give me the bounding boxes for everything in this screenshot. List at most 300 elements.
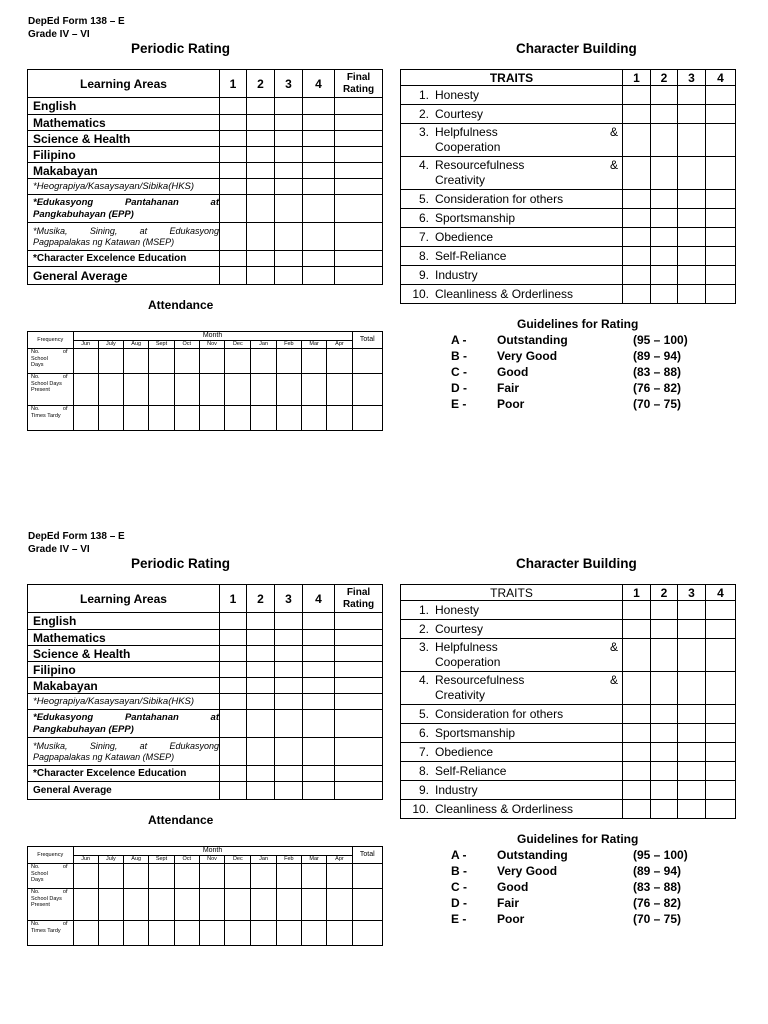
grade-cell[interactable]	[303, 630, 335, 646]
attendance-cell[interactable]	[124, 864, 149, 889]
attendance-cell[interactable]	[174, 374, 199, 406]
grade-cell[interactable]	[220, 678, 247, 694]
attendance-cell[interactable]	[276, 406, 301, 431]
grade-cell[interactable]	[275, 131, 303, 147]
grade-cell[interactable]	[275, 251, 303, 267]
grade-cell[interactable]	[220, 766, 247, 782]
trait-rating-cell[interactable]	[651, 228, 678, 247]
trait-rating-cell[interactable]	[678, 800, 706, 819]
trait-rating-cell[interactable]	[623, 781, 651, 800]
trait-rating-cell[interactable]	[623, 124, 651, 157]
attendance-cell[interactable]	[73, 889, 98, 921]
attendance-cell[interactable]	[124, 349, 149, 374]
trait-row	[401, 639, 736, 672]
trait-rating-cell[interactable]	[678, 672, 706, 705]
grade-cell[interactable]	[247, 147, 275, 163]
attendance-cell[interactable]	[98, 406, 123, 431]
attendance-table	[27, 846, 383, 946]
trait-rating-cell[interactable]	[651, 724, 678, 743]
grade-cell[interactable]	[335, 147, 383, 163]
grade-cell[interactable]	[303, 738, 335, 766]
trait-rating-cell[interactable]	[651, 247, 678, 266]
attendance-cell[interactable]	[199, 374, 224, 406]
trait-rating-cell[interactable]	[651, 743, 678, 762]
trait-rating-cell[interactable]	[706, 639, 736, 672]
attendance-cell[interactable]	[73, 864, 98, 889]
trait-rating-cell[interactable]	[678, 190, 706, 209]
grade-cell[interactable]	[220, 115, 247, 131]
trait-rating-cell[interactable]	[651, 124, 678, 157]
trait-rating-cell[interactable]	[623, 620, 651, 639]
trait-rating-cell[interactable]	[651, 86, 678, 105]
attendance-cell[interactable]	[225, 864, 251, 889]
grade-cell[interactable]	[220, 267, 247, 285]
trait-rating-cell[interactable]	[623, 105, 651, 124]
trait-row	[401, 266, 736, 285]
attendance-row	[28, 374, 383, 406]
trait-rating-cell[interactable]	[623, 724, 651, 743]
guideline-range: (83 – 88)	[633, 880, 682, 894]
subject-row	[28, 131, 383, 147]
attendance-cell[interactable]	[174, 864, 199, 889]
grade-cell[interactable]	[303, 766, 335, 782]
trait-rating-cell[interactable]	[651, 762, 678, 781]
trait-rating-cell[interactable]	[623, 247, 651, 266]
attendance-cell[interactable]	[302, 406, 327, 431]
trait-rating-cell[interactable]	[678, 285, 706, 304]
subject-row	[28, 195, 383, 223]
attendance-cell[interactable]	[251, 921, 276, 946]
times-tardy-label: No. of Times Tardy	[28, 406, 74, 431]
trait-rating-cell[interactable]	[678, 705, 706, 724]
grade-cell[interactable]	[220, 223, 247, 251]
grade-cell[interactable]	[303, 251, 335, 267]
grade-cell[interactable]	[303, 782, 335, 800]
grade-cell[interactable]	[275, 710, 303, 738]
trait-row	[401, 762, 736, 781]
attendance-cell[interactable]	[73, 349, 98, 374]
grade-cell[interactable]	[220, 179, 247, 195]
subject-msep: *Musika, Sining, at Edukasyong Pagpapalakas ng Katawan (MSEP)	[28, 738, 220, 766]
grade-cell[interactable]	[335, 646, 383, 662]
trait-rating-cell[interactable]	[706, 190, 736, 209]
attendance-cell[interactable]	[352, 921, 382, 946]
grade-cell[interactable]	[247, 179, 275, 195]
trait-rating-cell[interactable]	[623, 705, 651, 724]
grade-cell[interactable]	[247, 251, 275, 267]
trait-label-t1	[401, 601, 623, 620]
grade-cell[interactable]	[303, 115, 335, 131]
attendance-cell[interactable]	[276, 864, 301, 889]
grade-cell[interactable]	[335, 613, 383, 630]
grade-cell[interactable]	[335, 163, 383, 179]
attendance-cell[interactable]	[276, 374, 301, 406]
attendance-cell[interactable]	[327, 406, 352, 431]
attendance-cell[interactable]	[276, 889, 301, 921]
grade-cell[interactable]	[220, 630, 247, 646]
trait-q1-header: 1	[623, 585, 651, 601]
grade-cell[interactable]	[247, 267, 275, 285]
attendance-cell[interactable]	[98, 921, 123, 946]
trait-rating-cell[interactable]	[623, 209, 651, 228]
grade-cell[interactable]	[335, 662, 383, 678]
subject-row	[28, 646, 383, 662]
attendance-title: Attendance	[148, 298, 214, 312]
grade-cell[interactable]	[303, 694, 335, 710]
grade-cell[interactable]	[220, 163, 247, 179]
attendance-cell[interactable]	[352, 889, 382, 921]
attendance-cell[interactable]	[199, 921, 224, 946]
grade-cell[interactable]	[335, 179, 383, 195]
attendance-cell[interactable]	[276, 921, 301, 946]
grade-cell[interactable]	[275, 147, 303, 163]
trait-rating-cell[interactable]	[678, 743, 706, 762]
attendance-cell[interactable]	[251, 406, 276, 431]
grade-cell[interactable]	[220, 147, 247, 163]
trait-number: 3.	[418, 125, 429, 139]
attendance-cell[interactable]	[73, 921, 98, 946]
trait-rating-cell[interactable]	[623, 800, 651, 819]
grade-cell[interactable]	[275, 163, 303, 179]
trait-rating-cell[interactable]	[623, 743, 651, 762]
grade-cell[interactable]	[275, 646, 303, 662]
trait-rating-cell[interactable]	[623, 601, 651, 620]
grade-cell[interactable]	[275, 267, 303, 285]
attendance-cell[interactable]	[149, 864, 174, 889]
grade-cell[interactable]	[275, 694, 303, 710]
grade-cell[interactable]	[303, 710, 335, 738]
grade-cell[interactable]	[247, 782, 275, 800]
attendance-cell[interactable]	[149, 374, 174, 406]
grade-cell[interactable]	[220, 738, 247, 766]
trait-rating-cell[interactable]	[651, 105, 678, 124]
grade-cell[interactable]	[335, 267, 383, 285]
attendance-cell[interactable]	[174, 921, 199, 946]
attendance-cell[interactable]	[124, 889, 149, 921]
grade-cell[interactable]	[247, 163, 275, 179]
grade-cell[interactable]	[275, 630, 303, 646]
q2-header: 2	[247, 70, 275, 98]
trait-label-t8	[401, 762, 623, 781]
trait-row	[401, 285, 736, 304]
grade-cell[interactable]	[275, 98, 303, 115]
trait-rating-cell[interactable]	[651, 601, 678, 620]
trait-rating-cell[interactable]	[706, 228, 736, 247]
grade-cell[interactable]	[335, 694, 383, 710]
attendance-cell[interactable]	[124, 374, 149, 406]
attendance-cell[interactable]	[251, 889, 276, 921]
trait-rating-cell[interactable]	[678, 228, 706, 247]
trait-rating-cell[interactable]	[678, 781, 706, 800]
grade-cell[interactable]	[275, 766, 303, 782]
grade-cell[interactable]	[275, 782, 303, 800]
trait-rating-cell[interactable]	[623, 285, 651, 304]
trait-rating-cell[interactable]	[706, 800, 736, 819]
attendance-cell[interactable]	[199, 406, 224, 431]
trait-number: 9.	[418, 267, 429, 282]
trait-rating-cell[interactable]	[678, 247, 706, 266]
trait-rating-cell[interactable]	[706, 620, 736, 639]
attendance-cell[interactable]	[199, 889, 224, 921]
attendance-cell[interactable]	[98, 349, 123, 374]
trait-row	[401, 705, 736, 724]
attendance-cell[interactable]	[302, 374, 327, 406]
attendance-cell[interactable]	[98, 374, 123, 406]
grade-cell[interactable]	[335, 115, 383, 131]
attendance-cell[interactable]	[149, 406, 174, 431]
grade-cell[interactable]	[220, 251, 247, 267]
grade-cell[interactable]	[220, 694, 247, 710]
attendance-cell[interactable]	[98, 864, 123, 889]
attendance-cell[interactable]	[225, 406, 251, 431]
grade-cell[interactable]	[335, 195, 383, 223]
grade-cell[interactable]	[247, 115, 275, 131]
grade-cell[interactable]	[247, 710, 275, 738]
attendance-cell[interactable]	[225, 889, 251, 921]
trait-name: Helpfulness	[435, 640, 498, 654]
attendance-cell[interactable]	[276, 349, 301, 374]
attendance-cell[interactable]	[302, 921, 327, 946]
grade-cell[interactable]	[303, 223, 335, 251]
grade-cell[interactable]	[303, 613, 335, 630]
trait-rating-cell[interactable]	[706, 86, 736, 105]
trait-rating-cell[interactable]	[651, 285, 678, 304]
guideline-row	[451, 879, 711, 895]
trait-rating-cell[interactable]	[678, 724, 706, 743]
attendance-cell[interactable]	[174, 349, 199, 374]
grade-cell[interactable]	[275, 195, 303, 223]
grade-cell[interactable]	[303, 98, 335, 115]
subject-english: English	[28, 98, 220, 115]
grade-cell[interactable]	[220, 195, 247, 223]
grade-cell[interactable]	[303, 179, 335, 195]
trait-rating-cell[interactable]	[706, 601, 736, 620]
trait-name: Obedience	[435, 744, 494, 759]
trait-label-t10	[401, 285, 623, 304]
trait-rating-cell[interactable]	[651, 705, 678, 724]
attendance-cell[interactable]	[327, 864, 352, 889]
grade-cell[interactable]	[247, 630, 275, 646]
attendance-cell[interactable]	[174, 406, 199, 431]
trait-rating-cell[interactable]	[651, 157, 678, 190]
trait-rating-cell[interactable]	[706, 705, 736, 724]
grade-cell[interactable]	[335, 223, 383, 251]
grade-cell[interactable]	[335, 782, 383, 800]
trait-rating-cell[interactable]	[706, 209, 736, 228]
attendance-cell[interactable]	[174, 889, 199, 921]
trait-rating-cell[interactable]	[706, 157, 736, 190]
trait-ampersand: &	[609, 673, 618, 687]
grade-cell[interactable]	[220, 98, 247, 115]
grade-cell[interactable]	[220, 646, 247, 662]
grade-cell[interactable]	[303, 147, 335, 163]
trait-label-t9	[401, 781, 623, 800]
trait-rating-cell[interactable]	[678, 762, 706, 781]
trait-rating-cell[interactable]	[623, 672, 651, 705]
grade-cell[interactable]	[247, 223, 275, 251]
attendance-cell[interactable]	[124, 921, 149, 946]
trait-rating-cell[interactable]	[678, 105, 706, 124]
trait-rating-cell[interactable]	[651, 620, 678, 639]
trait-rating-cell[interactable]	[706, 105, 736, 124]
grade-cell[interactable]	[275, 678, 303, 694]
periodic-rating-title: Periodic Rating	[131, 41, 231, 56]
grade-cell[interactable]	[220, 710, 247, 738]
trait-rating-cell[interactable]	[623, 639, 651, 672]
attendance-cell[interactable]	[225, 349, 251, 374]
grade-cell[interactable]	[303, 131, 335, 147]
grade-cell[interactable]	[335, 710, 383, 738]
attendance-cell[interactable]	[352, 864, 382, 889]
attendance-cell[interactable]	[73, 406, 98, 431]
subject-row	[28, 710, 383, 738]
trait-rating-cell[interactable]	[651, 209, 678, 228]
attendance-cell[interactable]	[251, 374, 276, 406]
trait-rating-cell[interactable]	[706, 724, 736, 743]
grade-cell[interactable]	[275, 115, 303, 131]
guideline-letter: A -	[451, 333, 467, 347]
grade-cell[interactable]	[335, 766, 383, 782]
attendance-cell[interactable]	[251, 864, 276, 889]
grade-cell[interactable]	[220, 131, 247, 147]
grade-cell[interactable]	[247, 766, 275, 782]
grade-cell[interactable]	[335, 131, 383, 147]
attendance-cell[interactable]	[251, 349, 276, 374]
trait-rating-cell[interactable]	[678, 601, 706, 620]
periodic-rating-title: Periodic Rating	[131, 556, 231, 571]
grade-cell[interactable]	[247, 646, 275, 662]
subject-row	[28, 251, 383, 267]
attendance-row	[28, 349, 383, 374]
total-header: Total	[352, 847, 382, 864]
trait-rating-cell[interactable]	[678, 639, 706, 672]
attendance-cell[interactable]	[149, 889, 174, 921]
trait-rating-cell[interactable]	[706, 285, 736, 304]
attendance-cell[interactable]	[225, 374, 251, 406]
grade-cell[interactable]	[303, 646, 335, 662]
attendance-cell[interactable]	[302, 889, 327, 921]
trait-rating-cell[interactable]	[706, 266, 736, 285]
grade-cell[interactable]	[247, 131, 275, 147]
trait-rating-cell[interactable]	[651, 190, 678, 209]
q3-header: 3	[275, 585, 303, 613]
trait-rating-cell[interactable]	[678, 620, 706, 639]
grade-cell[interactable]	[303, 195, 335, 223]
attendance-cell[interactable]	[327, 349, 352, 374]
grade-cell[interactable]	[220, 662, 247, 678]
attendance-cell[interactable]	[199, 349, 224, 374]
guideline-letter: C -	[451, 880, 467, 894]
attendance-cell[interactable]	[352, 349, 382, 374]
grade-cell[interactable]	[335, 738, 383, 766]
month-5: Oct	[174, 856, 199, 864]
trait-rating-cell[interactable]	[623, 157, 651, 190]
guideline-range: (70 – 75)	[633, 912, 682, 926]
trait-label-t7	[401, 228, 623, 247]
trait-rating-cell[interactable]	[623, 86, 651, 105]
trait-name-2: Creativity	[435, 688, 486, 702]
grade-cell[interactable]	[303, 662, 335, 678]
grade-cell[interactable]	[335, 630, 383, 646]
trait-rating-cell[interactable]	[706, 743, 736, 762]
trait-rating-cell[interactable]	[678, 124, 706, 157]
trait-rating-cell[interactable]	[651, 800, 678, 819]
attendance-cell[interactable]	[327, 921, 352, 946]
grade-cell[interactable]	[275, 662, 303, 678]
grade-cell[interactable]	[335, 98, 383, 115]
grade-cell[interactable]	[275, 613, 303, 630]
attendance-cell[interactable]	[352, 374, 382, 406]
grade-cell[interactable]	[247, 662, 275, 678]
attendance-cell[interactable]	[73, 374, 98, 406]
trait-number: 2.	[418, 106, 429, 121]
grade-cell[interactable]	[275, 738, 303, 766]
attendance-cell[interactable]	[199, 864, 224, 889]
attendance-cell[interactable]	[149, 921, 174, 946]
q2-header: 2	[247, 585, 275, 613]
guideline-letter: D -	[451, 896, 467, 910]
month-2: July	[98, 856, 123, 864]
subject-row	[28, 223, 383, 251]
trait-rating-cell[interactable]	[706, 762, 736, 781]
trait-rating-cell[interactable]	[651, 639, 678, 672]
trait-rating-cell[interactable]	[623, 190, 651, 209]
trait-rating-cell[interactable]	[706, 672, 736, 705]
grade-cell[interactable]	[220, 613, 247, 630]
grade-cell[interactable]	[247, 98, 275, 115]
attendance-cell[interactable]	[327, 374, 352, 406]
grade-cell[interactable]	[247, 195, 275, 223]
attendance-cell[interactable]	[149, 349, 174, 374]
trait-rating-cell[interactable]	[706, 781, 736, 800]
grade-cell[interactable]	[303, 163, 335, 179]
trait-rating-cell[interactable]	[651, 781, 678, 800]
trait-rating-cell[interactable]	[651, 266, 678, 285]
attendance-cell[interactable]	[302, 349, 327, 374]
trait-name: Self-Reliance	[435, 248, 507, 263]
grade-cell[interactable]	[220, 782, 247, 800]
grade-cell[interactable]	[247, 694, 275, 710]
trait-rating-cell[interactable]	[651, 672, 678, 705]
trait-rating-cell[interactable]	[623, 762, 651, 781]
trait-rating-cell[interactable]	[623, 228, 651, 247]
attendance-cell[interactable]	[302, 864, 327, 889]
grade-cell[interactable]	[303, 267, 335, 285]
attendance-cell[interactable]	[98, 889, 123, 921]
trait-rating-cell[interactable]	[623, 266, 651, 285]
grade-cell[interactable]	[335, 251, 383, 267]
trait-rating-cell[interactable]	[678, 266, 706, 285]
grade-cell[interactable]	[303, 678, 335, 694]
frequency-header: Frequency	[28, 847, 74, 864]
trait-rating-cell[interactable]	[706, 247, 736, 266]
grade-cell[interactable]	[335, 678, 383, 694]
grade-cell[interactable]	[247, 613, 275, 630]
grade-cell[interactable]	[247, 738, 275, 766]
trait-rating-cell[interactable]	[678, 157, 706, 190]
attendance-cell[interactable]	[225, 921, 251, 946]
attendance-cell[interactable]	[352, 406, 382, 431]
trait-rating-cell[interactable]	[678, 86, 706, 105]
grade-cell[interactable]	[247, 678, 275, 694]
attendance-cell[interactable]	[327, 889, 352, 921]
trait-rating-cell[interactable]	[678, 209, 706, 228]
trait-rating-cell[interactable]	[706, 124, 736, 157]
attendance-cell[interactable]	[124, 406, 149, 431]
guideline-description: Poor	[497, 912, 525, 926]
grade-cell[interactable]	[275, 179, 303, 195]
grade-cell[interactable]	[275, 223, 303, 251]
